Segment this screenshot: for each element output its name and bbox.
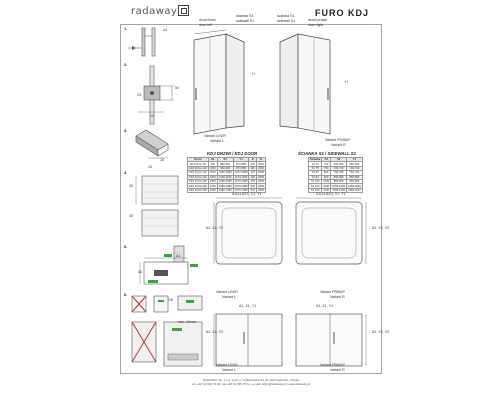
table-cell: KDJ Drzwi 140 xyxy=(189,184,207,188)
table-cell: 1200 xyxy=(323,188,330,192)
door-col-header: Drzwi xyxy=(188,158,209,162)
table-cell: 973-989 xyxy=(233,166,249,170)
sidewall-table xyxy=(308,157,363,193)
table-cell: KDJ Drzwi 100 xyxy=(189,166,207,170)
table-cell: KDJ Drzwi 130 xyxy=(189,180,207,184)
bottom-left-variant-en: Variant L xyxy=(222,368,237,372)
sidewall-right-label-en: sidewall S1 xyxy=(277,19,296,23)
table-cell: 2000 xyxy=(257,188,264,192)
table-cell: 709-719 xyxy=(331,166,347,170)
sidewall-col-header: Y2 xyxy=(347,158,363,162)
table-cell: S1 120 xyxy=(309,188,322,192)
table-cell: 570 xyxy=(250,188,255,192)
step-6-illustration xyxy=(128,292,208,372)
table-cell: 984-994 xyxy=(347,179,363,183)
plan-right-variant-en: Variant R xyxy=(330,295,345,299)
plan-right-a2-label: A2, X2, Y2 xyxy=(372,226,390,230)
bottom-right-a1-label: A1, X1, Y1 xyxy=(316,304,334,308)
table-cell: 1059-1069 xyxy=(332,184,346,188)
table-cell: 1300 xyxy=(209,180,216,184)
table-cell: KDJ Drzwi 110 xyxy=(189,171,207,175)
min-43mm-label: min. 43mm xyxy=(178,320,196,324)
table-cell: 1173-1189 xyxy=(234,175,248,179)
door-col-header: H xyxy=(256,158,265,162)
dim-54-label: 54 xyxy=(175,86,179,90)
dim-12-label: 12 xyxy=(150,114,154,118)
table-cell: 1084-1094 xyxy=(348,184,361,188)
table-cell: 470 xyxy=(250,180,255,184)
bottom-right-a2-label: A2, X2, Y2 xyxy=(372,330,390,334)
table-cell: 2000 xyxy=(257,180,264,184)
table-cell: 1480-1495 xyxy=(218,188,232,192)
door-right-label-en: door right xyxy=(308,23,324,27)
enclosure-right-variant-drawing xyxy=(272,28,338,140)
bottom-right-variant-en: Variant R xyxy=(330,368,345,372)
table-cell: 2000 xyxy=(257,184,264,188)
step-5-illustration xyxy=(140,244,220,288)
step-5-label: 5. xyxy=(124,244,128,249)
brand-logo: radaway xyxy=(131,6,178,17)
dim-a2-label: A2 xyxy=(138,270,143,274)
variant-right-pl-label: Variant PRAWY xyxy=(325,138,351,142)
step-1-label: 1. xyxy=(124,26,128,31)
table-cell: KDJ Drzwi 90 xyxy=(188,162,209,166)
plan-right-variant-pl: Variant PRAWY xyxy=(320,290,346,294)
table-cell: 1500 xyxy=(209,188,216,192)
footer-contact: tel. +48 41 030 70 00, fax +48 41 035 75 11, e-mail: office@radaway.pl | www.radaway.pl xyxy=(192,382,310,387)
bottom-left-a1-label: A1, X1, Y1 xyxy=(239,304,257,308)
table-cell: 1000 xyxy=(323,180,330,184)
table-cell: 734-744 xyxy=(347,166,363,170)
step-4-label: 4. xyxy=(124,170,128,175)
table-cell: 980-995 xyxy=(217,166,233,170)
dim-14-label: 14 xyxy=(163,28,167,32)
table-cell: 1273-1289 xyxy=(234,180,248,184)
table-cell: 1373-1389 xyxy=(234,184,248,188)
table-cell: 900 xyxy=(208,162,217,166)
table-cell: 2000 xyxy=(257,171,264,175)
dim-15-label: 15 xyxy=(160,158,164,162)
variant-right-en-label: Variant R xyxy=(331,143,346,147)
plan-left-variant-pl: Variant LEWY xyxy=(216,290,239,294)
step-3-label: 3. xyxy=(124,128,128,133)
table-cell: KDJ Drzwi 120 xyxy=(189,175,207,179)
height-h-right-label: H xyxy=(345,80,348,84)
table-cell: 1100 xyxy=(323,184,330,188)
step-1-illustration xyxy=(128,26,180,58)
bottom-right-variant-pl: Variant PRAWY xyxy=(320,363,346,367)
table-cell: 873-889 xyxy=(233,162,249,166)
table-cell: 1100 xyxy=(209,171,216,175)
table-cell: 1180-1195 xyxy=(218,175,232,179)
table-cell: 320 xyxy=(250,166,255,170)
sidewall-table-title: ŚCIANKA S1 / SIDEWALL S1 xyxy=(298,151,357,156)
table-cell: S1 110 xyxy=(309,184,322,188)
plan-left-a1-label: A1(≤1400), X1, Y1 xyxy=(232,192,262,196)
table-cell: 1280-1295 xyxy=(218,180,232,184)
dim-23-label: 23 xyxy=(137,93,141,97)
door-left-label-pl: drzwi lewe xyxy=(199,18,216,22)
plan-right-variant-drawing xyxy=(292,198,372,290)
table-cell: KDJ Drzwi 150 xyxy=(189,188,207,192)
table-cell: 684-694 xyxy=(347,162,363,166)
sidewall-right-label-pl: ścianka S1 xyxy=(277,14,295,18)
footer-address: RADAWAY Sp. z o.o. ionio ul. Kaliskowska 34, 82-400 Nowostre, Polska xyxy=(202,378,300,382)
dim-30-label: 30 xyxy=(129,214,133,218)
step-3-illustration xyxy=(128,128,180,170)
plan-left-a2-label: A2, X2, Y2 xyxy=(206,226,224,230)
table-cell: 800 xyxy=(322,171,331,175)
sidewall-left-label-en: sidewall S1 xyxy=(236,19,255,23)
sidewall-col-header: X2 xyxy=(331,158,347,162)
table-cell: S1 70 xyxy=(309,162,322,166)
plan-right-a1-label: A1(≤1400), X1, Y1 xyxy=(316,192,346,196)
logo-mark-icon xyxy=(178,5,189,16)
footer xyxy=(120,378,382,386)
door-table xyxy=(187,157,266,193)
table-cell: S1 100 xyxy=(309,179,322,183)
table-cell: 959-969 xyxy=(331,179,347,183)
table-cell: 520 xyxy=(250,184,255,188)
table-cell: 1000 xyxy=(209,166,216,170)
table-cell: 1080-1095 xyxy=(218,171,232,175)
sidewall-left-label-pl: ścianka S1 xyxy=(236,14,254,18)
table-cell: 900 xyxy=(322,175,331,179)
table-cell: S1 90 xyxy=(309,175,322,179)
table-cell: 1380-1395 xyxy=(218,184,232,188)
table-cell: 859-869 xyxy=(331,175,347,179)
door-table-title: KDJ DRZWI / KDJ DOOR xyxy=(207,151,258,156)
plan-left-variant-en: Variant L xyxy=(222,295,237,299)
variant-left-pl-label: Variant LEWY xyxy=(204,134,227,138)
door-left-label-en: door left xyxy=(199,23,212,27)
door-col-header: X1 xyxy=(217,158,233,162)
step-2-illustration xyxy=(128,66,180,124)
table-cell: 2000 xyxy=(257,175,264,179)
door-col-header: E xyxy=(249,158,256,162)
sidewall-col-header: Ścianka xyxy=(310,158,321,162)
table-cell: 270 xyxy=(250,162,255,166)
table-cell: S1 75 xyxy=(309,166,322,170)
bottom-left-a2-label: A2, X2, Y2 xyxy=(206,330,224,334)
dim-a1-label: A1 xyxy=(176,254,181,258)
sidewall-col-header: A2 xyxy=(322,158,331,162)
table-cell: 2000 xyxy=(257,166,264,170)
table-cell: 880-895 xyxy=(217,162,233,166)
ok-label: OK xyxy=(168,298,174,302)
table-cell: 370 xyxy=(250,171,255,175)
table-cell: 700 xyxy=(322,162,331,166)
bottom-left-variant-pl: Variant LEWY xyxy=(216,363,239,367)
table-cell: S1 80 xyxy=(309,171,322,175)
dim-13-label: 13 xyxy=(148,165,152,169)
table-cell: 2000 xyxy=(257,162,264,166)
table-cell: 784-794 xyxy=(347,171,363,175)
table-cell: 884-894 xyxy=(347,175,363,179)
table-cell: 1184-1194 xyxy=(348,188,361,192)
height-h-left-label: H xyxy=(252,72,255,76)
door-right-label-pl: drzwi prawe xyxy=(308,18,328,22)
table-cell: 1400 xyxy=(209,184,216,188)
table-cell: 420 xyxy=(250,175,255,179)
step-4-illustration xyxy=(128,174,188,240)
table-cell: 750 xyxy=(322,166,331,170)
table-cell: 1073-1089 xyxy=(234,171,248,175)
dim-35-label: 35 xyxy=(129,184,133,188)
step-2-label: 2. xyxy=(124,62,128,67)
table-cell: 1473-1489 xyxy=(234,188,248,192)
enclosure-left-variant-drawing xyxy=(186,28,252,140)
page-title: FURO KDJ xyxy=(315,8,370,18)
table-cell: 659-669 xyxy=(331,162,347,166)
step-6-label: 6. xyxy=(124,292,128,297)
door-col-header: A1 xyxy=(208,158,217,162)
table-cell: 759-769 xyxy=(331,171,347,175)
variant-left-en-label: Variant L xyxy=(210,139,225,143)
door-col-header: Y1 xyxy=(233,158,249,162)
plan-left-variant-drawing xyxy=(214,198,286,290)
table-cell: 1159-1169 xyxy=(332,188,345,192)
table-cell: 1200 xyxy=(209,175,216,179)
